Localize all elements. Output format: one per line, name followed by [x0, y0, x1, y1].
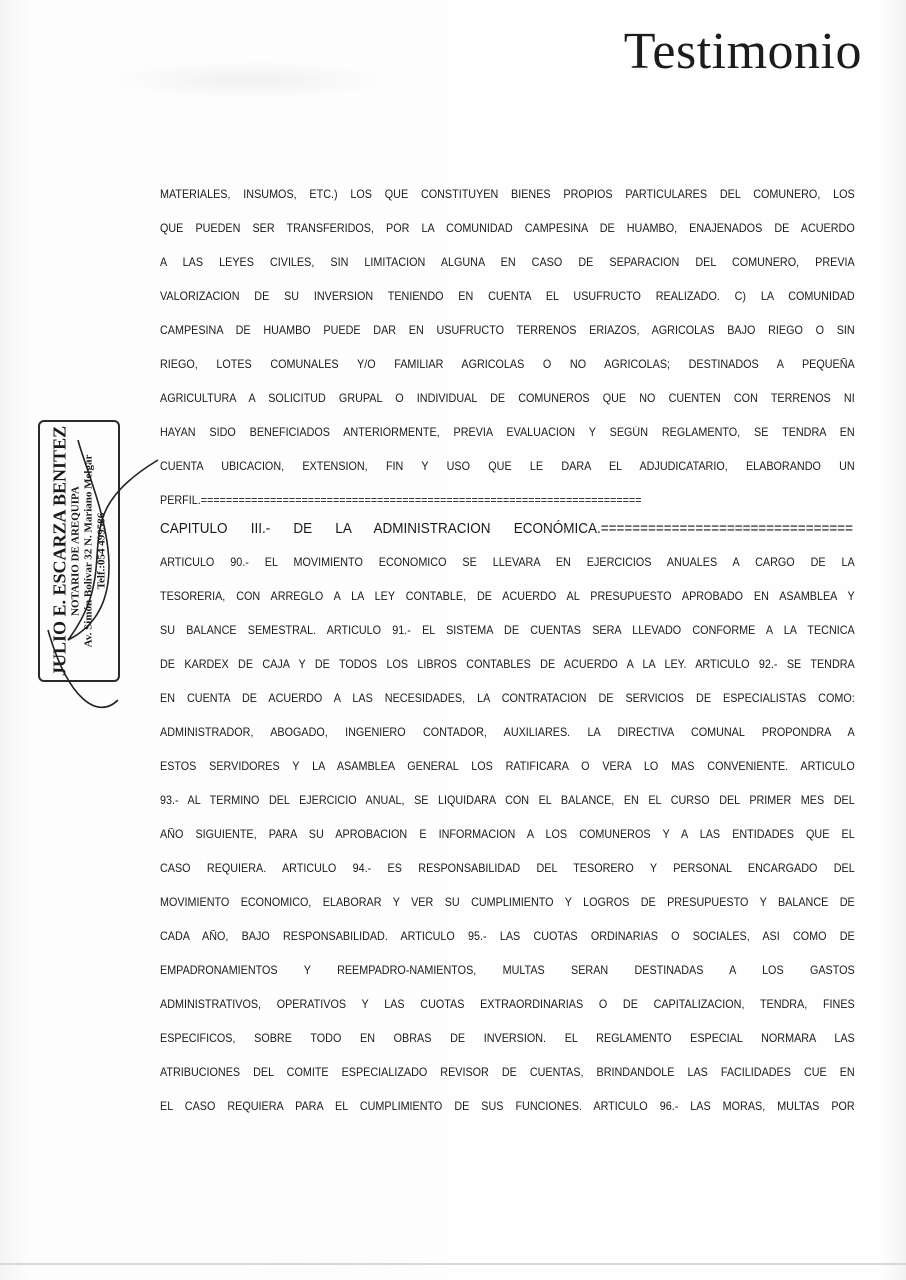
stamp-address: Av. Simón Bolívar 32 N. Mariano Melgar: [82, 454, 95, 648]
chapter-heading: CAPITULO III.- DE LA ADMINISTRACION ECONÓMICA.================================: [160, 520, 853, 537]
article-line: EN CUENTA DE ACUERDO A LAS NECESIDADES, LA CONTRATACION DE SERVICIOS DE ESPECIALISTAS COMO:: [160, 692, 855, 705]
body-line: QUE PUEDEN SER TRANSFERIDOS, POR LA COMUNIDAD CAMPESINA DE HUAMBO, ENAJENADOS DE ACUERDO: [160, 222, 855, 235]
article-line: MOVIMIENTO ECONOMICO, ELABORAR Y VER SU CUMPLIMIENTO Y LOGROS DE PRESUPUESTO Y BALANCE DE: [160, 896, 855, 909]
body-line: CAMPESINA DE HUAMBO PUEDE DAR EN USUFRUCTO TERRENOS ERIAZOS, AGRICOLAS BAJO RIEGO O SIN: [160, 324, 855, 337]
body-line: RIEGO, LOTES COMUNALES Y/O FAMILIAR AGRICOLAS O NO AGRICOLAS; DESTINADOS A PEQUEÑA: [160, 358, 855, 371]
article-line: ADMINISTRATIVOS, OPERATIVOS Y LAS CUOTAS EXTRAORDINARIAS O DE CAPITALIZACION, TENDRA, FINES: [160, 998, 855, 1011]
body-line: MATERIALES, INSUMOS, ETC.) LOS QUE CONSTITUYEN BIENES PROPIOS PARTICULARES DEL COMUNERO, LOS: [160, 188, 855, 201]
article-line: CADA AÑO, BAJO RESPONSABILIDAD. ARTICULO 95.- LAS CUOTAS ORDINARIAS O SOCIALES, ASI COMO DE: [160, 930, 855, 943]
article-line: ARTICULO 90.- EL MOVIMIENTO ECONOMICO SE LLEVARA EN EJERCICIOS ANUALES A CARGO DE LA: [160, 556, 855, 569]
article-line: ESTOS SERVIDORES Y LA ASAMBLEA GENERAL LOS RATIFICARA O VERA LO MAS CONVENIENTE. ARTICULO: [160, 760, 855, 773]
article-line: EMPADRONAMIENTOS Y REEMPADRO-NAMIENTOS, MULTAS SERAN DESTINADAS A LOS GASTOS: [160, 964, 855, 977]
article-line: ATRIBUCIONES DEL COMITE ESPECIALIZADO REVISOR DE CUENTAS, BRINDANDOLE LAS FACILIDADES CUE EN: [160, 1066, 855, 1079]
article-line: SU BALANCE SEMESTRAL. ARTICULO 91.- EL SISTEMA DE CUENTAS SERA LLEVADO CONFORME A LA TECNICA: [160, 624, 855, 637]
article-line: ADMINISTRADOR, ABOGADO, INGENIERO CONTADOR, AUXILIARES. LA DIRECTIVA COMUNAL PROPONDRA A: [160, 726, 855, 739]
article-line: TESORERIA, CON ARREGLO A LA LEY CONTABLE, DE ACUERDO AL PRESUPUESTO APROBADO EN ASAMBLEA Y: [160, 590, 855, 603]
article-line: 93.- AL TERMINO DEL EJERCICIO ANUAL, SE LIQUIDARA CON EL BALANCE, EN EL CURSO DEL PRIMER MES DEL: [160, 794, 855, 807]
stamp-phone: Telf.:054 499586: [95, 512, 108, 590]
document-body: [160, 183, 855, 1129]
body-line: AGRICULTURA A SOLICITUD GRUPAL O INDIVIDUAL DE COMUNEROS QUE NO CUENTEN CON TERRENOS NI: [160, 392, 855, 405]
page-bottom-edge: [0, 1263, 906, 1265]
article-line: CASO REQUIERA. ARTICULO 94.- ES RESPONSABILIDAD DEL TESORERO Y PERSONAL ENCARGADO DEL: [160, 862, 855, 875]
body-line: CUENTA UBICACION, EXTENSION, FIN Y USO QUE LE DARA EL ADJUDICATARIO, ELABORANDO UN: [160, 460, 855, 473]
body-line: VALORIZACION DE SU INVERSION TENIENDO EN CUENTA EL USUFRUCTO REALIZADO. C) LA COMUNIDAD: [160, 290, 855, 303]
page-header-title: Testimonio: [623, 23, 862, 80]
body-line: HAYAN SIDO BENEFICIADOS ANTERIORMENTE, PREVIA EVALUACION Y SEGÚN REGLAMENTO, SE TENDRA EN: [160, 426, 855, 439]
scan-smudge: [110, 60, 390, 100]
article-line: EL CASO REQUIERA PARA EL CUMPLIMIENTO DE SUS FUNCIONES. ARTICULO 96.- LAS MORAS, MULTAS POR: [160, 1100, 855, 1113]
article-line: DE KARDEX DE CAJA Y DE TODOS LOS LIBROS CONTABLES DE ACUERDO A LA LEY. ARTICULO 92.- SE TENDRA: [160, 658, 855, 671]
body-line: A LAS LEYES CIVILES, SIN LIMITACION ALGUNA EN CASO DE SEPARACION DEL COMUNERO, PREVIA: [160, 256, 855, 269]
article-line: AÑO SIGUIENTE, PARA SU APROBACION E INFORMACION A LOS COMUNEROS Y A LAS ENTIDADES QUE EL: [160, 828, 855, 841]
stamp-notary-name: JULIO E. ESCARZA BENITEZ: [49, 425, 70, 676]
notary-stamp: [38, 420, 120, 682]
stamp-notary-role: NOTARIO DE AREQUIPA: [69, 486, 82, 616]
body-line: PERFIL.======================================================================: [160, 494, 642, 507]
article-line: ESPECIFICOS, SOBRE TODO EN OBRAS DE INVERSION. EL REGLAMENTO ESPECIAL NORMARA LAS: [160, 1032, 855, 1045]
